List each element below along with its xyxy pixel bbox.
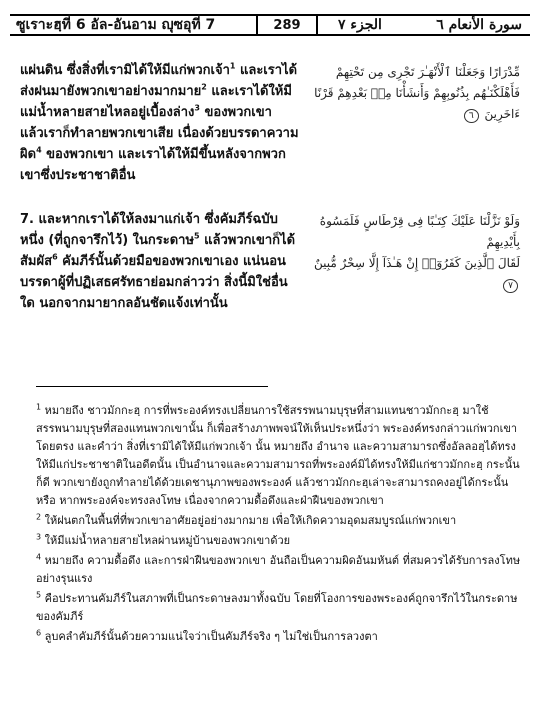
- footnote-6: $^6$ ลูบคลำคัมภีร์นั้นด้วยความแน่ใจว่าเป็นคัมภีร์จริง ๆ ไม่ใช่เป็นการลวงตา: [36, 628, 378, 643]
- header-juz-arabic: الجزء ٧: [338, 17, 382, 33]
- verse-7-arabic: [312, 211, 520, 295]
- footnote-4: $^4$ หมายถึง ความดื้อดึง และการฝ่าฝืนของพวกเขา อันถือเป็นความผิดอันมหันต์ ที่สมควรได้รับการลงโทษอย่างรุนแรง: [36, 552, 521, 585]
- footnotes: [36, 402, 522, 648]
- verse6-arabic-line1: مِّدْرَارًا وَجَعَلْنَا ٱلْأَنْهَـٰرَ تَجْرِى مِن تَحْتِهِمْ: [335, 65, 520, 79]
- footnote-2: $^2$ ให้ฝนตกในพื้นที่ที่พวกเขาอาศัยอยู่อย่างมากมาย เพื่อให้เกิดความอุดมสมบูรณ์แก่พวกเขา: [36, 512, 457, 527]
- header-surah-arabic: سورة الأنعام ٦: [436, 17, 522, 33]
- verse6-thai-seg4: ของพวกเขา แล้วเราก็ทำลายพวกเขาเสีย เนื่องด้วยบรรดาความผิด: [20, 105, 299, 162]
- header-arabic: [318, 17, 530, 33]
- footnote-1: $^1$ หมายถึง ชาวมักกะฮฺ การที่พระองค์ทรงเปลี่ยนการใช้สรรพนามบุรุษที่สามแทนชาวมักกะฮฺ มาใช้สรรพนามบุรุษที่สองแทนพวกเขานั้น ก็เพื่อสร้างภาพพจน์ให้เห็นประหนึ่งว่า พระองค์ทรงกล่าวแก่พวกเขาโดยตรง และคำว่า สิ่งที่เรามิได้ให้มีแก่พวกเจ้า นั้น หมายถึง อำนาจ และความสามารถซึ่งอัลลอฮฺได้ทรงให้มีแก่ประชาชาติในอดีตนั้น เป็นอำนาจและความสามารถที่พระองค์มิได้ทรงให้มีแก่ชาวมักกะฮฺ กระนั้นก็ดี พวกเขายังถูกทำลายได้ด้วยเดชานุภาพของพระองค์ แล้วชาวมักกะฮฺเล่าจะสามารถคงอยู่ได้กระนั้นหรือ หากพระองค์จะทรงลงโทษ เนื่องจากความดื้อดึงและฝ่าฝืนของพวกเขา: [36, 402, 520, 507]
- verse7-thai-seg2: แล้วพวกเขาก็ได้สัมผัส: [20, 233, 296, 269]
- footnote-divider: [36, 386, 268, 387]
- verse7-arabic-line1: وَلَوْ نَزَّلْنَا عَلَيْكَ كِتَـٰبًا فِى قِرْطَاسٍ فَلَمَسُوهُ بِأَيْدِيهِمْ: [319, 214, 520, 249]
- verse6-thai-seg5: ของพวกเขา และเราได้ให้มีขึ้นหลังจากพวกเขาซึ่งประชาชาติอื่น: [20, 147, 286, 183]
- verse6-arabic-line3: ءَاخَرِينَ: [484, 107, 520, 121]
- header-surah-thai: ซูเราะฮฺที่ 6 อัล-อันอาม ญุซอุที่ 7: [16, 17, 216, 33]
- footnote-3: $^3$ ให้มีแม่น้ำหลายสายไหลผ่านหมู่บ้านของพวกเขาด้วย: [36, 532, 291, 547]
- ayah-number-6: ٦: [464, 109, 479, 123]
- page-header: [10, 14, 530, 36]
- page-number: 289: [256, 16, 318, 34]
- verse6-thai-seg2: และเราได้ส่งฝนมายังพวกเขาอย่างมากมาย: [20, 63, 298, 99]
- ayah-number-7: ٧: [503, 279, 518, 293]
- verse7-arabic-line2: لَقَالَ ٱلَّذِينَ كَفَرُوٓا۟ إِنْ هَـٰذَآ إِلَّا سِحْرٌ مُّبِينٌ: [313, 256, 520, 270]
- verse6-arabic-line2: فَأَهْلَكْنَـٰهُم بِذُنُوبِهِمْ وَأَنشَأْنَا مِنۢ بَعْدِهِمْ قَرْنًا: [314, 86, 520, 100]
- verse-6-translation: แผ่นดิน ซึ่งสิ่งที่เรามิได้ให้มีแก่พวกเจ้า$^1$ และเราได้ส่งฝนมายังพวกเขาอย่างมากมาย$^2$ และเราได้ให้มีแม่น้ำหลายสายไหลอยู่เบื้องล่าง$^3$ ของพวกเขา แล้วเราก็ทำลายพวกเขาเสีย เนื่องด้วยบรรดาความผิด$^4$ ของพวกเขา และเราได้ให้มีขึ้นหลังจากพวกเขาซึ่งประชาชาติอื่น: [20, 61, 299, 183]
- verse-7-translation: 7. และหากเราได้ให้ลงมาแก่เจ้า ซึ่งคัมภีร์ฉบับหนึ่ง (ที่ถูกจารึกไว้) ในกระดาษ$^5$ แล้วพวกเขาก็ได้สัมผัส$^6$ คัมภีร์นั้นด้วยมือของพวกเขาเอง แน่นอนบรรดาผู้ที่ปฏิเสธศรัทธาย่อมกล่าวว่า สิ่งนี้มิใช่อื่นใด นอกจากมายากลอันชัดแจ้งเท่านั้น: [20, 212, 296, 311]
- verse6-thai-seg1: แผ่นดิน ซึ่งสิ่งที่เรามิได้ให้มีแก่พวกเจ้า: [20, 63, 230, 78]
- verse6-thai-seg3: และเราได้ให้มีแม่น้ำหลายสายไหลอยู่เบื้องล่าง: [20, 84, 292, 120]
- verse-6-arabic: [312, 62, 520, 125]
- verse7-thai-seg3: คัมภีร์นั้นด้วยมือของพวกเขาเอง แน่นอนบรรดาผู้ที่ปฏิเสธศรัทธาย่อมกล่าวว่า สิ่งนี้มิใช่อื่นใด นอกจากมายากลอันชัดแจ้งเท่านั้น: [20, 254, 288, 311]
- footnote-5: $^5$ คือประทานคัมภีร์ในสภาพที่เป็นกระดาษลงมาทั้งฉบับ โดยที่โองการของพระองค์ถูกจารึกไว้ในกระดาษของคัมภีร์: [36, 590, 518, 623]
- verse7-thai-seg1: 7. และหากเราได้ให้ลงมาแก่เจ้า ซึ่งคัมภีร์ฉบับหนึ่ง (ที่ถูกจารึกไว้) ในกระดาษ: [20, 212, 278, 248]
